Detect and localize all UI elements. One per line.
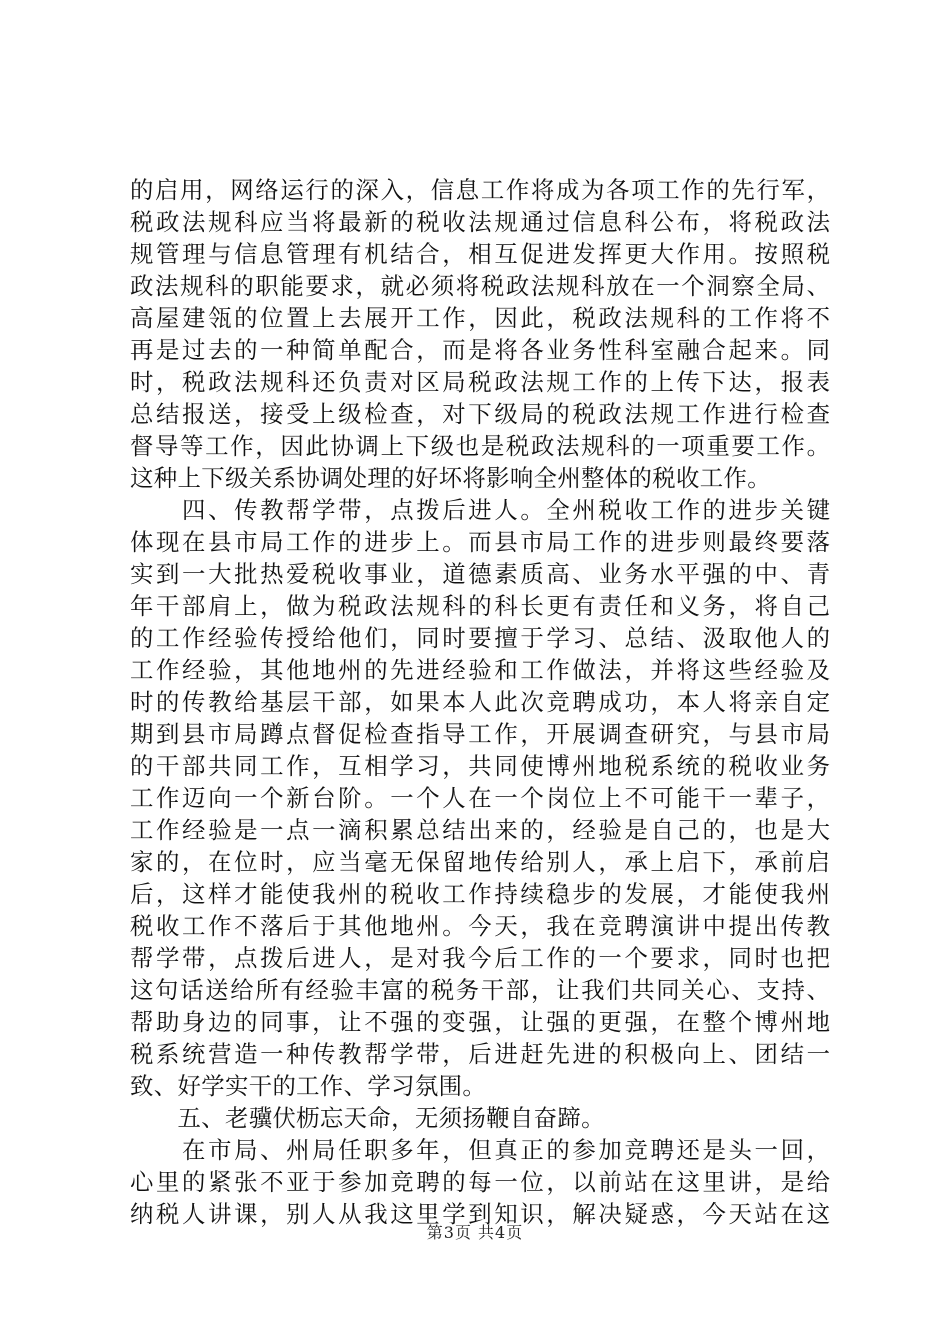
text-line: 时的传教给基层干部，如果本人此次竞聘成功，本人将亲自定 bbox=[130, 688, 830, 716]
text-line: 纳税人讲课，别人从我这里学到知识，解决疑惑，今天站在这 bbox=[130, 1200, 830, 1228]
text-line: 这种上下级关系协调处理的好坏将影响全州整体的税收工作。 bbox=[130, 464, 771, 492]
text-line: 的干部共同工作，互相学习，共同使博州地税系统的税收业务 bbox=[130, 752, 830, 780]
text-line: 工作经验，其他地州的先进经验和工作做法，并将这些经验及 bbox=[130, 656, 830, 684]
text-line: 高屋建瓴的位置上去展开工作，因此，税政法规科的工作将不 bbox=[130, 304, 830, 332]
text-line: 实到一大批热爱税收事业，道德素质高、业务水平强的中、青 bbox=[130, 560, 830, 588]
text-line: 家的，在位时，应当毫无保留地传给别人，承上启下，承前启 bbox=[130, 848, 830, 876]
text-line: 政法规科的职能要求，就必须将税政法规科放在一个洞察全局、 bbox=[130, 272, 830, 300]
text-line: 致、好学实干的工作、学习氛围。 bbox=[130, 1072, 487, 1100]
text-line: 税收工作不落后于其他地州。今天，我在竞聘演讲中提出传教 bbox=[130, 912, 830, 940]
text-line: 时，税政法规科还负责对区局税政法规工作的上传下达，报表 bbox=[130, 368, 830, 396]
text-line: 工作经验是一点一滴积累总结出来的，经验是自己的，也是大 bbox=[130, 816, 830, 844]
text-line: 总结报送，接受上级检查，对下级局的税政法规工作进行检查 bbox=[130, 400, 830, 428]
text-line: 五、老骥伏枥忘天命，无须扬鞭自奋蹄。 bbox=[130, 1104, 605, 1132]
text-line: 帮助身边的同事，让不强的变强，让强的更强，在整个博州地 bbox=[130, 1008, 830, 1036]
text-line: 期到县市局蹲点督促检查指导工作，开展调查研究，与县市局 bbox=[130, 720, 830, 748]
text-line: 这句话送给所有经验丰富的税务干部，让我们共同关心、支持、 bbox=[130, 976, 830, 1004]
text-line: 帮学带，点拨后进人，是对我今后工作的一个要求，同时也把 bbox=[130, 944, 830, 972]
text-line: 的启用，网络运行的深入，信息工作将成为各项工作的先行军， bbox=[130, 176, 830, 204]
body-text bbox=[130, 174, 830, 1230]
text-line: 四、传教帮学带，点拨后进人。全州税收工作的进步关键 bbox=[130, 496, 830, 524]
text-line: 体现在县市局工作的进步上。而县市局工作的进步则最终要落 bbox=[130, 528, 830, 556]
text-line: 心里的紧张不亚于参加竞聘的每一位，以前站在这里讲，是给 bbox=[130, 1168, 830, 1196]
text-line: 督导等工作，因此协调上下级也是税政法规科的一项重要工作。 bbox=[130, 432, 830, 460]
page-footer: 第3页 共4页 bbox=[426, 1223, 524, 1242]
text-line: 的工作经验传授给他们，同时要擅于学习、总结、汲取他人的 bbox=[130, 624, 830, 652]
text-line: 工作迈向一个新台阶。一个人在一个岗位上不可能干一辈子， bbox=[130, 784, 830, 812]
text-line: 税政法规科应当将最新的税收法规通过信息科公布，将税政法 bbox=[130, 208, 830, 236]
text-line: 后，这样才能使我州的税收工作持续稳步的发展，才能使我州 bbox=[130, 880, 830, 908]
text-line: 税系统营造一种传教帮学带，后进赶先进的积极向上、团结一 bbox=[130, 1040, 830, 1068]
text-line: 规管理与信息管理有机结合，相互促进发挥更大作用。按照税 bbox=[130, 240, 830, 268]
text-line: 再是过去的一种简单配合，而是将各业务性科室融合起来。同 bbox=[130, 336, 830, 364]
text-line: 在市局、州局任职多年，但真正的参加竞聘还是头一回， bbox=[130, 1136, 830, 1164]
text-line: 年干部肩上，做为税政法规科的科长更有责任和义务，将自己 bbox=[130, 592, 830, 620]
